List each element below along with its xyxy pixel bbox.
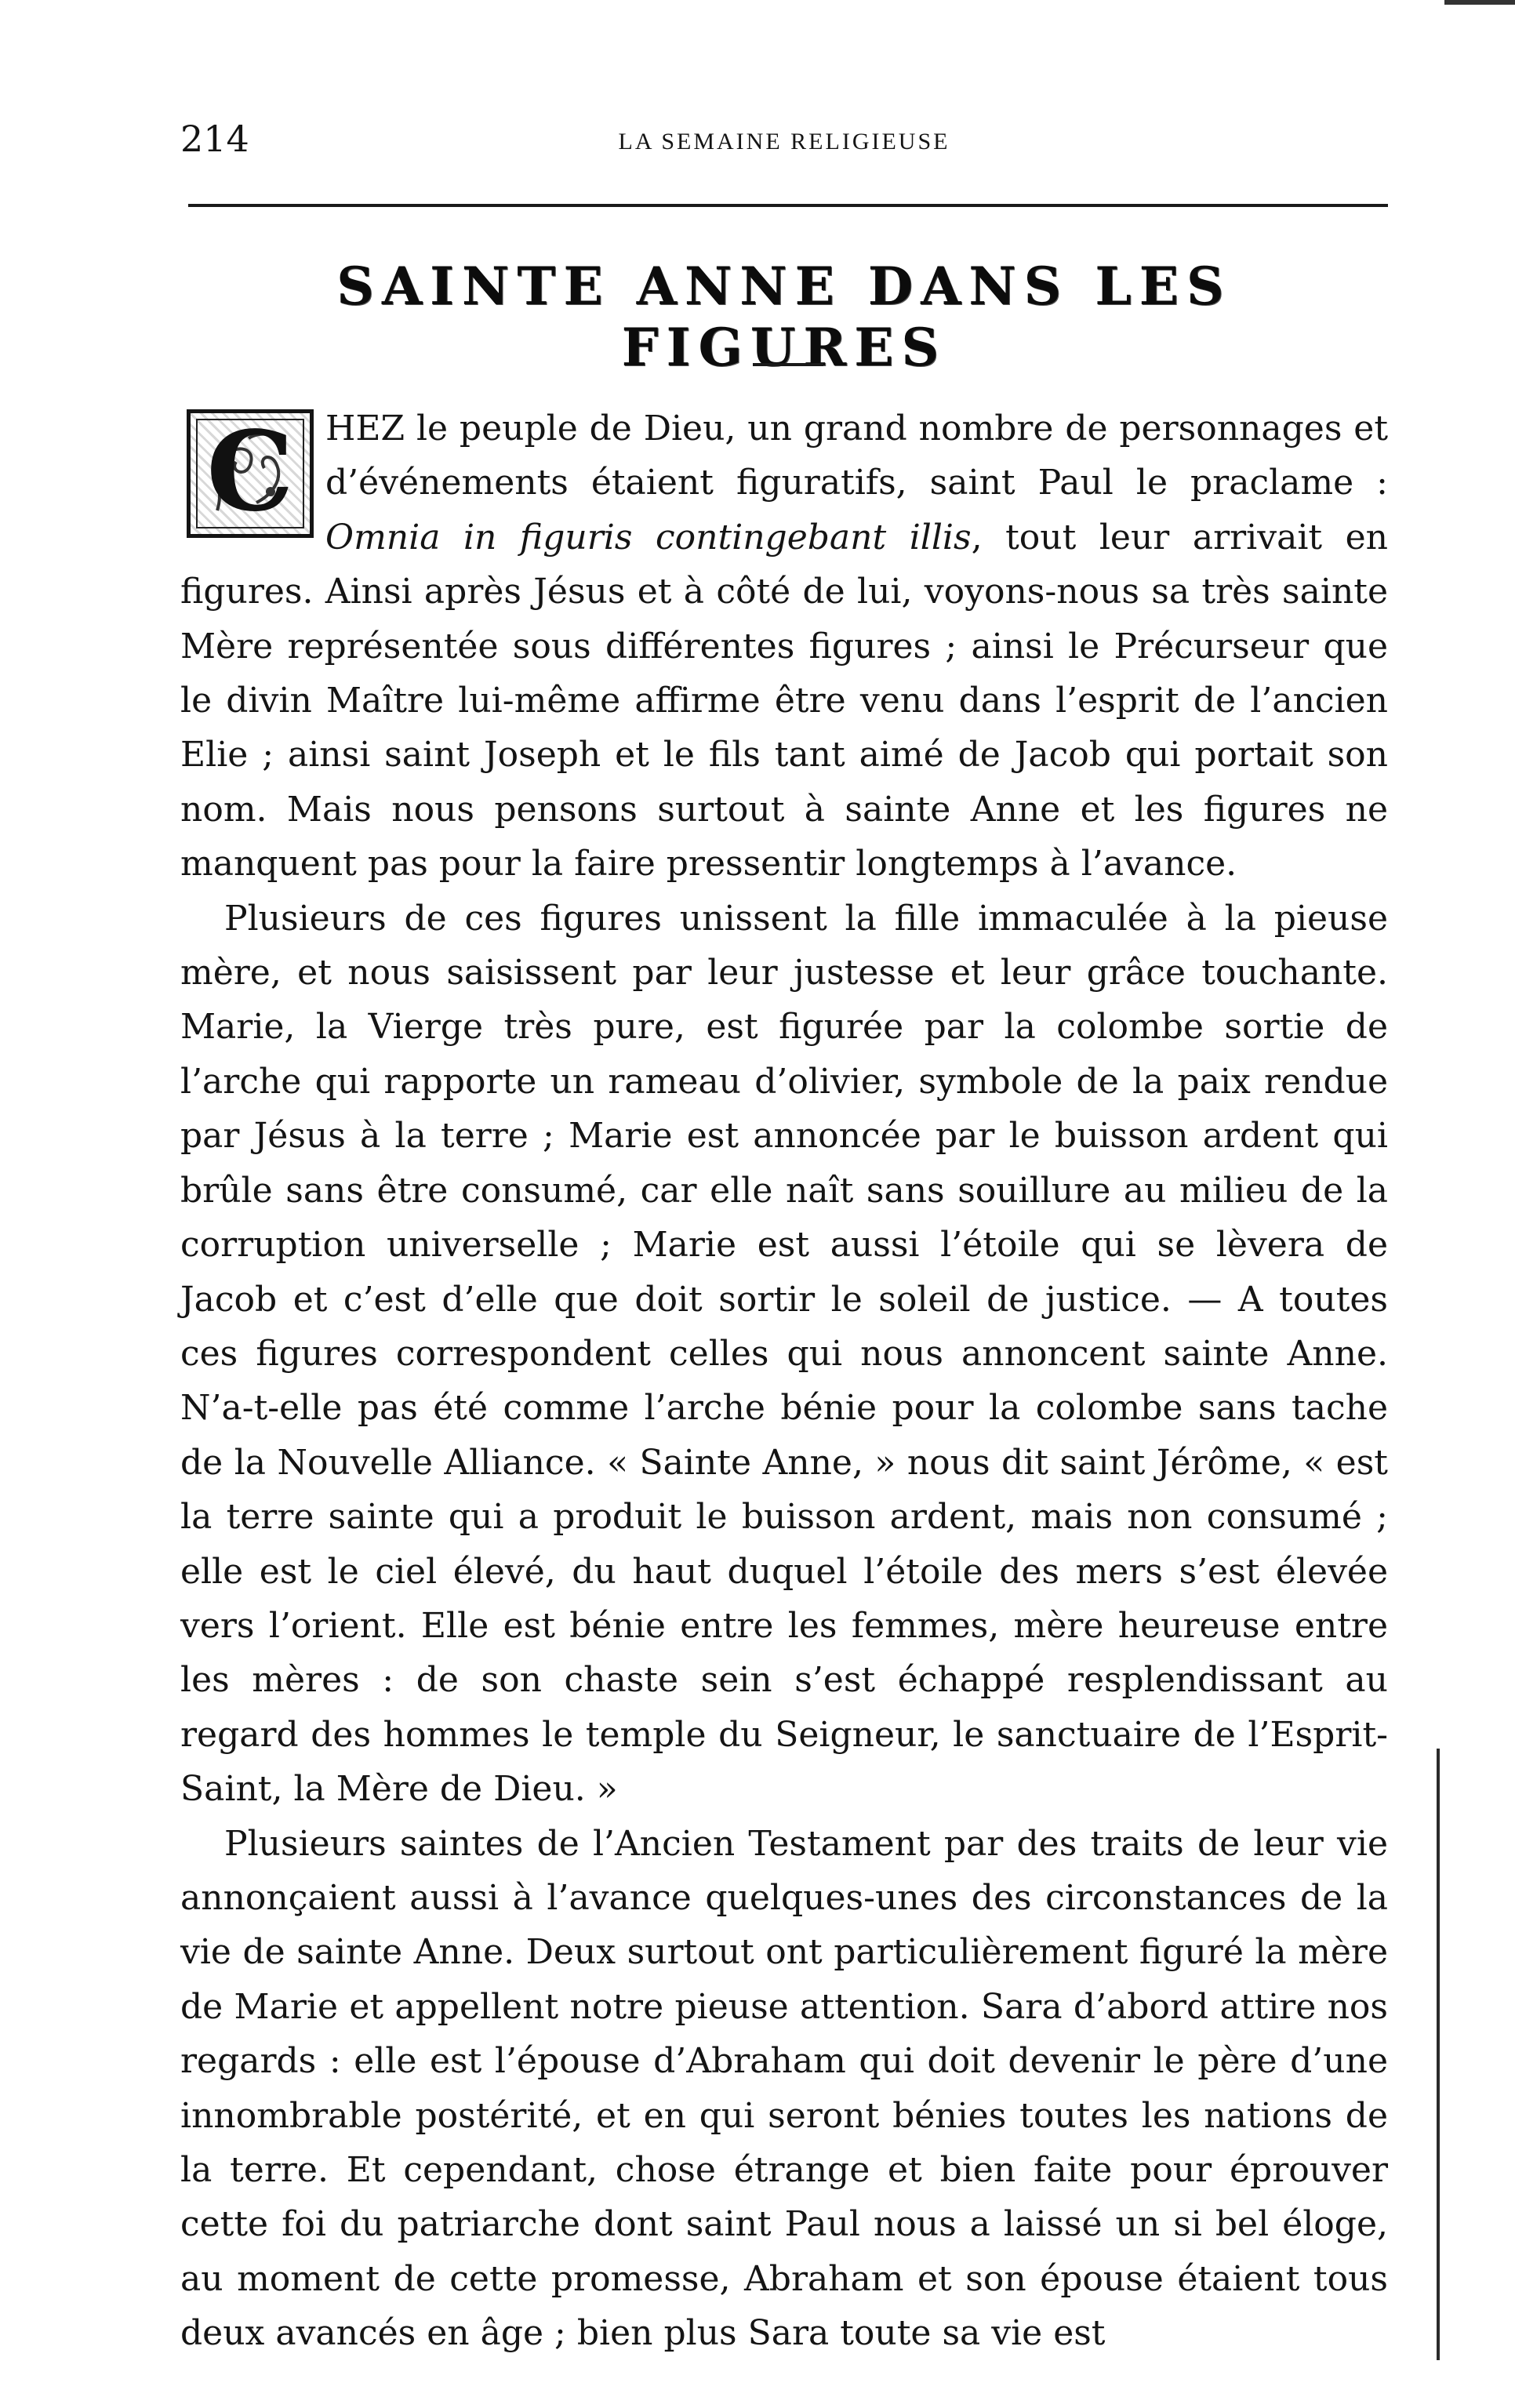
paragraph-2: Plusieurs de ces figures unissent la fille immaculée à la pieuse mère, et nous saisissent par leur justesse et leur grâce touchante. Marie, la Vierge très pure, est figurée par la colombe sortie de l’arche qui rapporte un rameau d’olivier, symbole de la paix rendue par Jésus à la terre ; Marie est annoncée par le buisson ardent qui brûle sans être consumé, car elle naît sans souillure au milieu de la corruption universelle ; Marie est aussi l’étoile qui se lèvera de Jacob et c’est d’elle que doit sortir le soleil de justice. — A toutes ces figures correspondent celles qui nous annoncent sainte Anne. N’a-t-elle pas été comme l’arche bénie pour la colombe sans tache de la Nouvelle Alliance. « Sainte Anne, » nous dit saint Jérôme, « est la terre sainte qui a produit le buisson ardent, mais non consumé ; elle est le ciel élevé, du haut duquel l’étoile des mers s’est élevée vers l’orient. Elle est bénie entre les femmes, mère heureuse entre les mères : de son chaste sein s’est échappé resplendissant au regard des hommes le temple du Seigneur, le sanctuaire de l’Esprit-Saint, la Mère de Dieu. » [180,898,1388,1810]
scan-margin-line [1437,1749,1440,2360]
paragraph-1-text-b: , tout leur arrivait en figures. Ainsi après Jésus et à côté de lui, voyons-nous sa très sainte Mère représentée sous différentes figures ; ainsi le Précurseur que le divin Maître lui-même affirme être venu dans l’esprit de l’ancien Elie ; ainsi saint Joseph et le fils tant aimé de Jacob qui portait son nom. Mais nous pensons surtout à sainte Anne et les figures ne manquent pas pour la faire pressentir longtemps à l’avance. [180,517,1388,884]
latin-quotation: Omnia in figuris contingebant illis [325,517,972,558]
book-page [180,118,1388,2368]
paragraph-3: Plusieurs saintes de l’Ancien Testament par des traits de leur vie annonçaient aussi à l’avance quelques-unes des circonstances de la vie de sainte Anne. Deux surtout ont particulièrement figuré la mère de Marie et appellent notre pieuse attention. Sara d’abord attire nos regards : elle est l’épouse d’Abraham qui doit devenir le père d’une innombrable postérité, et en qui seront bénies toutes les nations de la terre. Et cependant, chose étrange et bien faite pour éprouver cette foi du patriarche dont saint Paul nous a laissé un si bel éloge, au moment de cette promesse, Abraham et son épouse étaient tous deux avancés en âge ; bien plus Sara toute sa vie est [180,1823,1388,2354]
title-divider [753,363,823,366]
drop-cap-spacer [180,401,325,558]
paragraph-1 [180,401,1388,892]
header-rule [188,204,1388,207]
article-body [180,401,1388,2361]
running-head [180,118,1388,173]
journal-title: LA SEMAINE RELIGIEUSE [618,129,950,154]
article-title: SAINTE ANNE DANS LES FIGURES [336,256,1232,378]
paragraph-1-lead: HEZ [325,409,405,449]
drop-cap-letter: C [206,408,294,536]
page-number: 214 [180,118,249,160]
paragraph-1-text-a: le peuple de Dieu, un grand nombre de personnages et d’événements étaient figuratifs, saint Paul le praclame : [325,409,1388,503]
scan-edge-mark [1444,0,1515,5]
